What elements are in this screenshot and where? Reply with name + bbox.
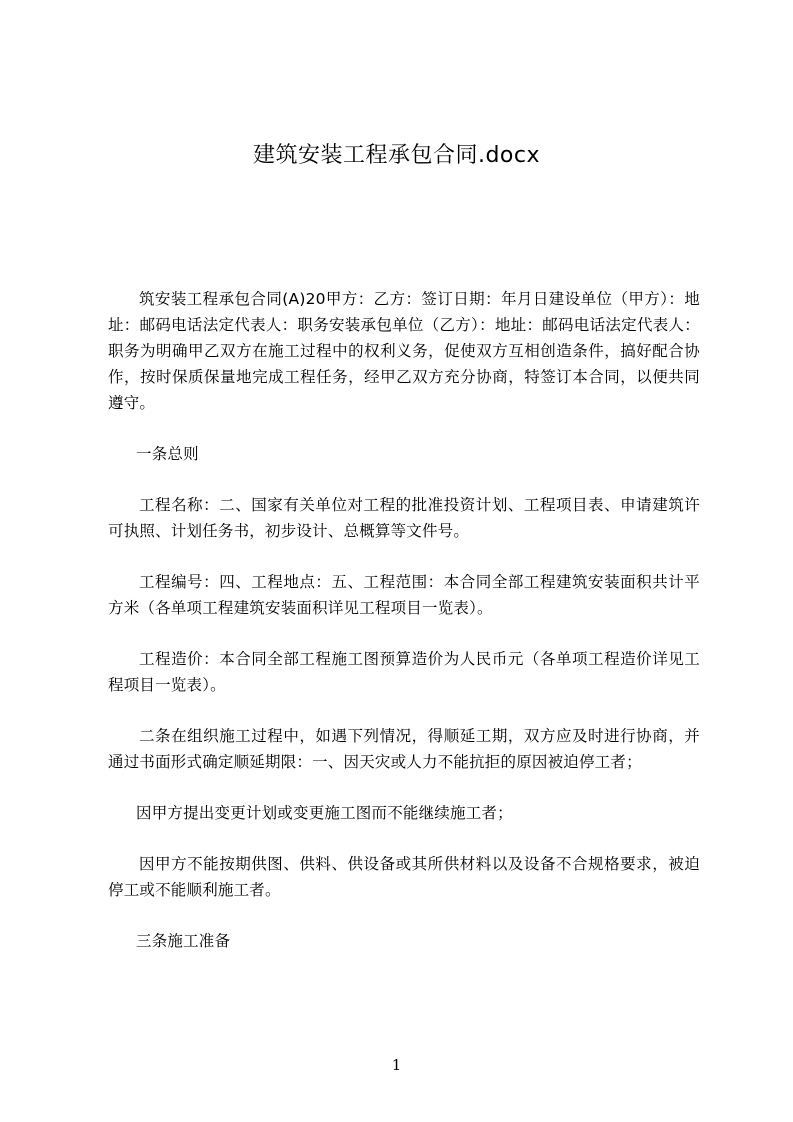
paragraph-preamble: 筑安装工程承包合同(A)20甲方：乙方：签订日期：年月日建设单位（甲方）：地址：邮码电话法定代表人：职务安装承包单位（乙方）：地址：邮码电话法定代表人：职务为明确甲乙双方在施工过程中的权利义务，促使双方互相创造条件，搞好配合协作，按时保质保量地完成工程任务，经甲乙双方充分协商，特签订本合同，以便共同遵守。 [108,290,700,412]
paragraph-change-plan: 因甲方提出变更计划或变更施工图而不能继续施工者； [136,804,513,822]
paragraph-project-cost: 工程造价：本合同全部工程施工图预算造价为人民币元（各单项工程造价详见工程项目一览表）。 [108,650,700,694]
paragraph-supply-delay: 因甲方不能按期供图、供料、供设备或其所供材料以及设备不合规格要求，被迫停工或不能顺利施工者。 [108,855,700,899]
paragraph-article-three-heading: 三条施工准备 [136,932,231,950]
paragraph-project-name: 工程名称：二、国家有关单位对工程的批准投资计划、工程项目表、申请建筑许可执照、计划任务书，初步设计、总概算等文件号。 [108,496,700,540]
paragraph-article-one-heading: 一条总则 [136,445,199,463]
document-body [108,286,700,979]
paragraph-project-number: 工程编号：四、工程地点：五、工程范围：本合同全部工程建筑安装面积共计平方米（各单项工程建筑安装面积详见工程项目一览表）。 [108,573,700,617]
document-title: 建筑安装工程承包合同.docx [252,143,541,168]
page-number: 1 [391,1056,402,1074]
paragraph-article-two: 二条在组织施工过程中，如遇下列情况，得顺延工期，双方应及时进行协商，并通过书面形式确定顺延期限：一、因天灾或人力不能抗拒的原因被迫停工者； [108,727,700,771]
